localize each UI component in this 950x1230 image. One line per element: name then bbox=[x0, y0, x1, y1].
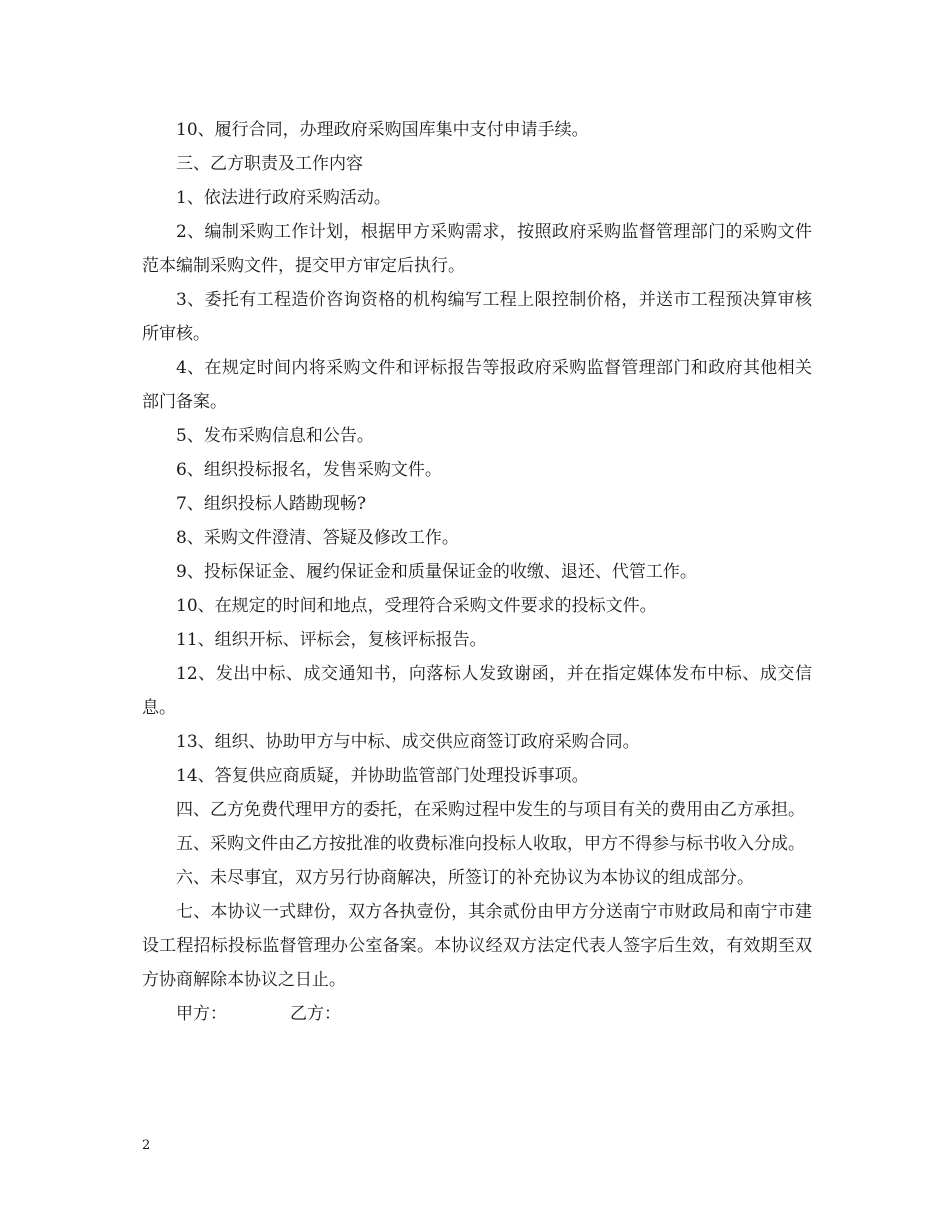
paragraph: 4、在规定时间内将采购文件和评标报告等报政府采购监督管理部门和政府其他相关部门备案。 bbox=[142, 358, 812, 412]
party-a-label: 甲方： bbox=[176, 1004, 227, 1024]
paragraph: 14、答复供应商质疑，并协助监管部门处理投诉事项。 bbox=[176, 766, 589, 786]
paragraph: 9、投标保证金、履约保证金和质量保证金的收缴、退还、代管工作。 bbox=[176, 562, 697, 582]
paragraph: 7、组织投标人踏勘现畅? bbox=[176, 494, 366, 514]
paragraph: 10、履行合同，办理政府采购国库集中支付申请手续。 bbox=[176, 120, 589, 140]
paragraph: 5、发布采购信息和公告。 bbox=[176, 426, 374, 446]
section-paragraph: 四、乙方免费代理甲方的委托，在采购过程中发生的与项目有关的费用由乙方承担。 bbox=[176, 800, 805, 820]
signature-line bbox=[142, 997, 812, 1031]
document-body bbox=[142, 113, 812, 1031]
paragraph: 2、编制采购工作计划，根据甲方采购需求，按照政府采购监督管理部门的采购文件范本编制采购文件，提交甲方审定后执行。 bbox=[142, 222, 812, 276]
paragraph: 8、采购文件澄清、答疑及修改工作。 bbox=[176, 528, 459, 548]
section-heading: 三、乙方职责及工作内容 bbox=[176, 154, 363, 174]
paragraph: 3、委托有工程造价咨询资格的机构编写工程上限控制价格，并送市工程预决算审核所审核。 bbox=[142, 290, 812, 344]
page-number: 2 bbox=[142, 1138, 151, 1153]
section-paragraph: 七、本协议一式肆份，双方各执壹份，其余贰份由甲方分送南宁市财政局和南宁市建设工程招标投标监督管理办公室备案。本协议经双方法定代表人签字后生效，有效期至双方协商解除本协议之日止。 bbox=[142, 902, 812, 990]
paragraph: 12、发出中标、成交通知书，向落标人发致谢函，并在指定媒体发布中标、成交信息。 bbox=[142, 664, 812, 718]
party-b-label: 乙方： bbox=[290, 1004, 341, 1024]
paragraph: 6、组织投标报名，发售采购文件。 bbox=[176, 460, 442, 480]
paragraph: 1、依法进行政府采购活动。 bbox=[176, 188, 391, 208]
paragraph: 10、在规定的时间和地点，受理符合采购文件要求的投标文件。 bbox=[176, 596, 657, 616]
section-paragraph: 六、未尽事宜，双方另行协商解决，所签订的补充协议为本协议的组成部分。 bbox=[176, 868, 754, 888]
paragraph: 11、组织开标、评标会，复核评标报告。 bbox=[176, 630, 487, 650]
paragraph: 13、组织、协助甲方与中标、成交供应商签订政府采购合同。 bbox=[176, 732, 640, 752]
section-paragraph: 五、采购文件由乙方按批准的收费标准向投标人收取，甲方不得参与标书收入分成。 bbox=[176, 834, 805, 854]
